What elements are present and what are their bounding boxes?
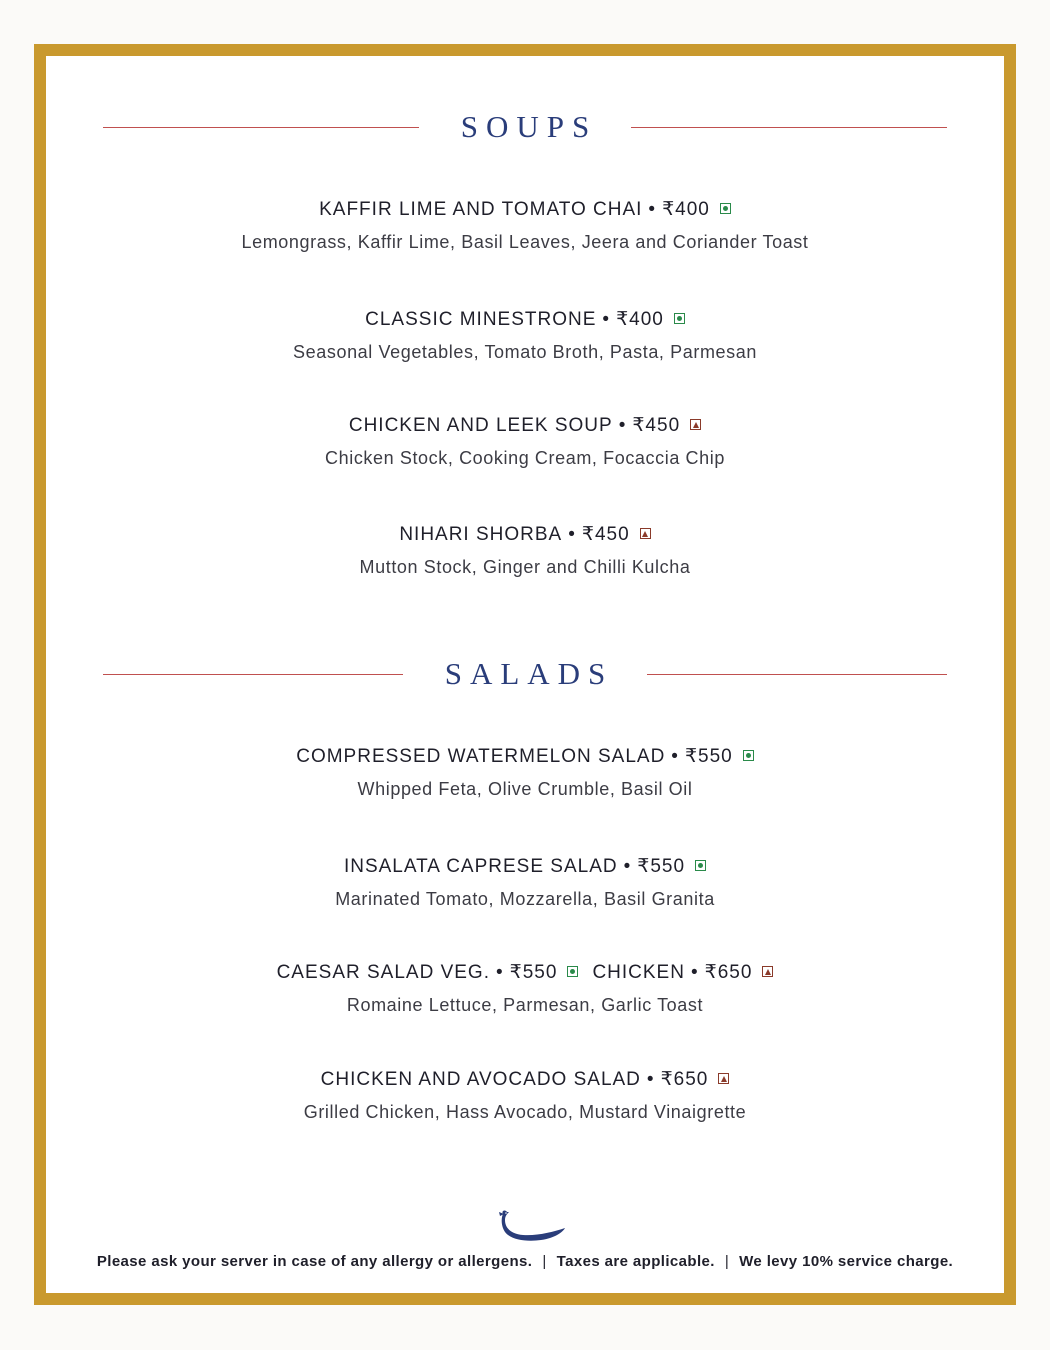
menu-item [103, 414, 947, 470]
divider-left [103, 674, 403, 675]
item-heading [103, 855, 947, 879]
item-name: CHICKEN AND AVOCADO SALAD [320, 1069, 641, 1090]
item-heading [103, 745, 947, 769]
item-name: COMPRESSED WATERMELON SALAD [296, 746, 666, 767]
bullet: • [618, 415, 627, 436]
item-description: Chicken Stock, Cooking Cream, Focaccia Chip [325, 448, 725, 468]
item-name-variant: CHICKEN [592, 962, 685, 983]
bullet: • [568, 524, 576, 545]
menu-item [103, 745, 947, 801]
item-name: NIHARI SHORBA [399, 524, 563, 545]
non-veg-icon [640, 528, 651, 539]
separator: | [542, 1253, 547, 1270]
non-veg-icon [762, 966, 773, 977]
item-name: CAESAR SALAD VEG. [276, 962, 490, 983]
bullet: • [646, 1069, 655, 1090]
item-heading [103, 1068, 947, 1092]
item-price: ₹400 [662, 199, 710, 220]
section-header-salads [103, 654, 947, 694]
item-name: KAFFIR LIME AND TOMATO CHAI [319, 199, 643, 220]
non-veg-icon [718, 1073, 729, 1084]
divider-right [631, 127, 947, 128]
item-heading [103, 414, 947, 438]
bullet: • [690, 962, 699, 983]
divider-right [647, 674, 947, 675]
allergy-note: Please ask your server in case of any allergy or allergens. [96, 1253, 533, 1270]
bullet: • [671, 746, 679, 767]
section-title: SOUPS [460, 109, 598, 144]
item-description: Romaine Lettuce, Parmesan, Garlic Toast [346, 995, 704, 1015]
item-heading [103, 961, 947, 985]
item-price: ₹550 [684, 746, 733, 767]
item-description: Grilled Chicken, Hass Avocado, Mustard Vinaigrette [303, 1102, 747, 1122]
section-title: SALADS [444, 656, 614, 691]
bullet: • [623, 856, 632, 877]
item-heading [103, 308, 947, 332]
item-heading [103, 198, 947, 222]
item-price: ₹400 [616, 309, 664, 330]
bullet: • [602, 309, 611, 330]
item-description: Whipped Feta, Olive Crumble, Basil Oil [357, 779, 693, 799]
item-description: Seasonal Vegetables, Tomato Broth, Pasta, Parmesan [293, 342, 757, 362]
separator: | [724, 1253, 730, 1270]
item-price: ₹550 [509, 962, 558, 983]
veg-icon [674, 313, 685, 324]
item-description: Mutton Stock, Ginger and Chilli Kulcha [359, 557, 691, 577]
item-heading [103, 523, 947, 547]
item-name: INSALATA CAPRESE SALAD [343, 856, 618, 877]
menu-item [103, 308, 947, 364]
veg-icon [695, 860, 706, 871]
menu-item [103, 523, 947, 579]
section-header-soups [103, 107, 947, 147]
service-charge-note: We levy 10% service charge. [739, 1253, 954, 1270]
item-name: CLASSIC MINESTRONE [365, 309, 597, 330]
menu-item [103, 961, 947, 1017]
menu-item [103, 855, 947, 911]
veg-icon [743, 750, 754, 761]
item-price-variant: ₹650 [704, 962, 753, 983]
item-description: Marinated Tomato, Mozzarella, Basil Granita [335, 889, 715, 909]
veg-icon [567, 966, 578, 977]
veg-icon [720, 203, 731, 214]
menu-item [103, 1068, 947, 1124]
item-price: ₹450 [632, 415, 681, 436]
peacock-icon [497, 1208, 569, 1244]
bullet: • [495, 962, 504, 983]
divider-left [103, 127, 419, 128]
taxes-note: Taxes are applicable. [556, 1253, 715, 1270]
item-name: CHICKEN AND LEEK SOUP [348, 415, 613, 436]
item-price: ₹450 [581, 524, 630, 545]
non-veg-icon [690, 419, 701, 430]
item-price: ₹650 [660, 1069, 709, 1090]
footer-note [60, 1253, 990, 1270]
menu-item [103, 198, 947, 254]
bullet: • [648, 199, 657, 220]
item-price: ₹550 [637, 856, 686, 877]
item-description: Lemongrass, Kaffir Lime, Basil Leaves, Jeera and Coriander Toast [241, 232, 809, 252]
